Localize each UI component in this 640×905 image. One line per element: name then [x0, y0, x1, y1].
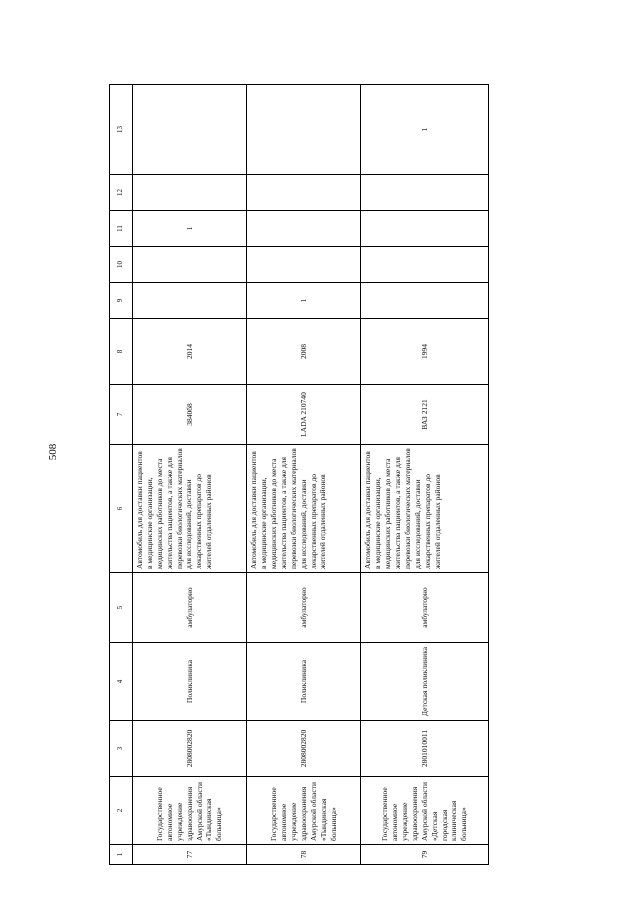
header-cell: 3 [110, 721, 133, 777]
header-cell: 11 [110, 211, 133, 247]
col11-value: 1 [133, 211, 247, 247]
header-cell: 2 [110, 777, 133, 845]
col9-value [361, 283, 489, 319]
care-conditions: амбулаторно [133, 573, 247, 643]
table-row [361, 85, 489, 865]
table-row [247, 85, 361, 865]
col10-value [361, 247, 489, 283]
col9-value [133, 283, 247, 319]
vehicle-model: LADA 210740 [247, 385, 361, 445]
vehicle-year: 2014 [133, 319, 247, 385]
organization-code: 2808002820 [247, 721, 361, 777]
subdivision: Поликлиника [247, 643, 361, 721]
rotated-table-container [109, 85, 489, 865]
vehicle-purpose: Автомобиль для доставки пациентов в медицинские организации, медицинских работников до места жительства пациентов, а также для перевозки биологических материалов для исследований, доставки лекарственных препаратов до жителей отдаленных районов [247, 445, 361, 573]
header-cell: 4 [110, 643, 133, 721]
vehicle-year: 2008 [247, 319, 361, 385]
row-number: 77 [133, 845, 247, 865]
organization-name: Государственное автономное учреждение здравоохранения Амурской области «Тындинская больница» [133, 777, 247, 845]
row-number: 79 [361, 845, 489, 865]
header-cell: 9 [110, 283, 133, 319]
page-number: 508 [47, 443, 59, 461]
col12-value [133, 175, 247, 211]
organization-code: 2808002820 [133, 721, 247, 777]
vehicle-table [109, 84, 489, 865]
col11-value [247, 211, 361, 247]
header-cell: 6 [110, 445, 133, 573]
header-row [110, 85, 133, 865]
vehicle-model: 3840б8 [133, 385, 247, 445]
organization-name: Государственное автономное учреждение здравоохранения Амурской области «Детская городская клиническая больница» [361, 777, 489, 845]
care-conditions: амбулаторно [247, 573, 361, 643]
vehicle-purpose: Автомобиль для доставки пациентов в медицинские организации, медицинских работников до места жительства пациентов, а также для перевозки биологических материалов для исследований, доставки лекарственных препаратов до жителей отдаленных районов [361, 445, 489, 573]
vehicle-model: ВАЗ 2121 [361, 385, 489, 445]
table-row [133, 85, 247, 865]
vehicle-year: 1994 [361, 319, 489, 385]
organization-code: 2801010011 [361, 721, 489, 777]
col13-value [133, 85, 247, 175]
header-cell: 8 [110, 319, 133, 385]
col10-value [247, 247, 361, 283]
col9-value: 1 [247, 283, 361, 319]
row-number: 78 [247, 845, 361, 865]
vehicle-purpose: Автомобиль для доставки пациентов в медицинские организации, медицинских работников до места жительства пациентов, а также для перевозки биологических материалов для исследований, доставки лекарственных препаратов до жителей отдаленных районов [133, 445, 247, 573]
header-cell: 10 [110, 247, 133, 283]
col10-value [133, 247, 247, 283]
care-conditions: амбулаторно [361, 573, 489, 643]
header-cell: 7 [110, 385, 133, 445]
col12-value [361, 175, 489, 211]
col13-value: 1 [361, 85, 489, 175]
col13-value [247, 85, 361, 175]
subdivision: Детская поликлиника [361, 643, 489, 721]
col12-value [247, 175, 361, 211]
header-cell: 1 [110, 845, 133, 865]
header-cell: 12 [110, 175, 133, 211]
col11-value [361, 211, 489, 247]
subdivision: Поликлиника [133, 643, 247, 721]
header-cell: 5 [110, 573, 133, 643]
header-cell: 13 [110, 85, 133, 175]
organization-name: Государственное автономное учреждение здравоохранения Амурской области «Тындинская больница» [247, 777, 361, 845]
